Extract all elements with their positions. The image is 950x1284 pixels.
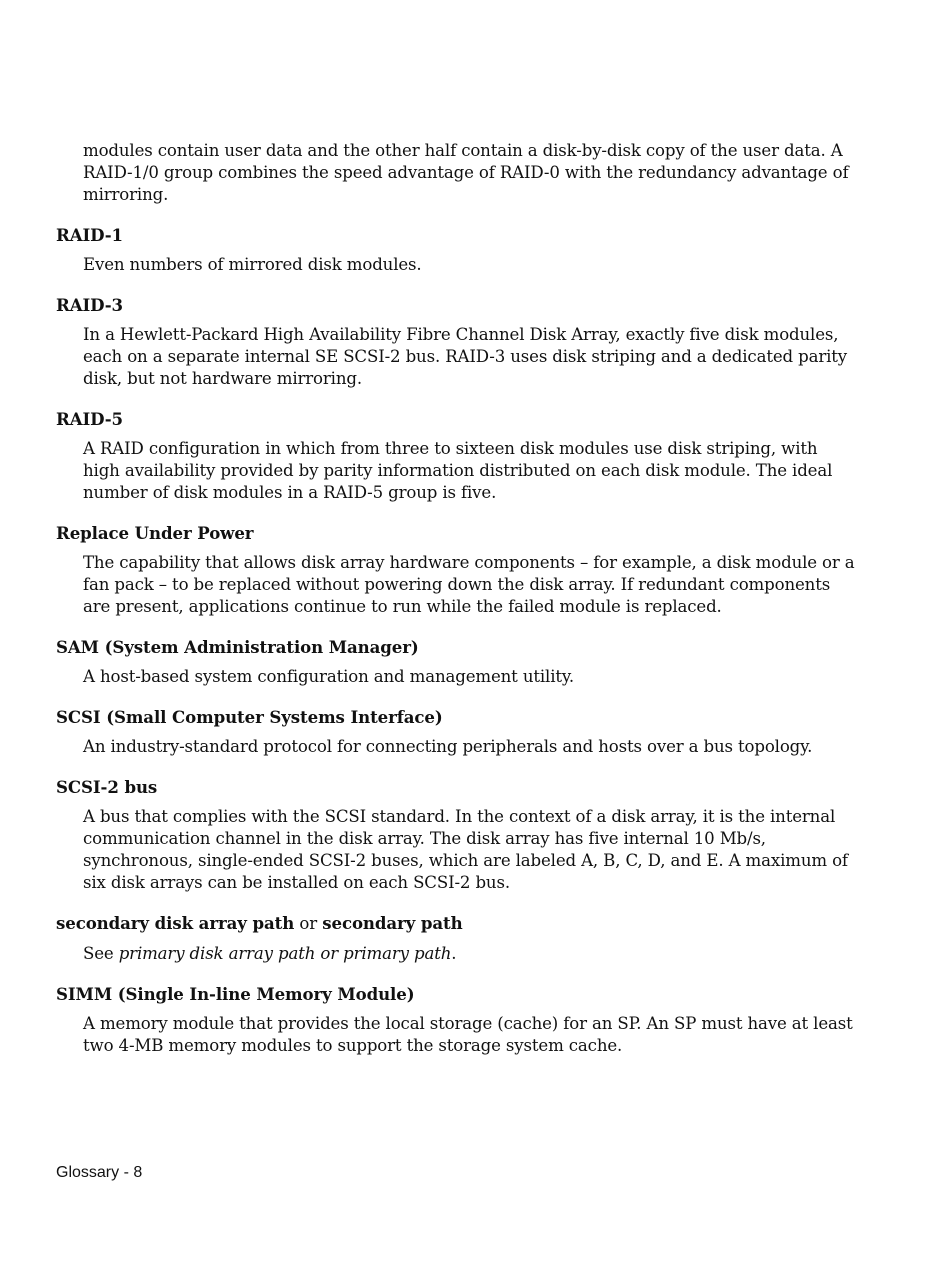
term-replace-under-power: Replace Under Power (56, 523, 254, 543)
definition-scsi-2-bus: A bus that complies with the SCSI standard. In the context of a disk array, it is the internal communication channel in the disk array. The disk array has five internal 10 Mb/s, synchronous, single-ended SCSI-2 buses, which are labeled A, B, C, D, and E. A maximum of six disk arrays can be installed on each SCSI-2 bus. (83, 807, 848, 892)
term-raid-1: RAID-1 (56, 225, 123, 245)
definition-secondary-path-prefix: See (83, 944, 119, 963)
definition-simm: A memory module that provides the local storage (cache) for an SP. An SP must have at least two 4-MB memory modules to support the storage system cache. (83, 1014, 853, 1055)
definition-replace-under-power: The capability that allows disk array hardware components – for example, a disk module or a fan pack – to be replaced without powering down the disk array. If redundant components are present, applications continue to run while the failed module is replaced. (83, 553, 855, 616)
definition-raid-1: Even numbers of mirrored disk modules. (83, 255, 422, 274)
intro-definition-continued: modules contain user data and the other half contain a disk-by-disk copy of the user data. A RAID-1/0 group combines the speed advantage of RAID-0 with the redundancy advantage of mirroring. (83, 141, 849, 204)
definition-sam: A host-based system configuration and management utility. (83, 667, 575, 686)
definition-secondary-path-reference: primary disk array path or primary path (118, 944, 452, 963)
definition-secondary-path (83, 943, 856, 965)
term-scsi: SCSI (Small Computer Systems Interface) (56, 707, 443, 727)
term-sam: SAM (System Administration Manager) (56, 637, 419, 657)
term-secondary-path-joiner: or (294, 914, 323, 933)
definition-raid-5: A RAID configuration in which from three to sixteen disk modules use disk striping, with high availability provided by parity information distributed on each disk module. The ideal number of disk modules in a RAID-5 group is five. (83, 439, 833, 502)
term-raid-5: RAID-5 (56, 409, 123, 429)
definition-scsi: An industry-standard protocol for connecting peripherals and hosts over a bus topology. (83, 737, 813, 756)
term-simm: SIMM (Single In-line Memory Module) (56, 984, 415, 1004)
term-secondary-path (56, 912, 856, 935)
definition-secondary-path-suffix: . (451, 944, 457, 963)
term-scsi-2-bus: SCSI-2 bus (56, 777, 158, 797)
term-secondary-path-part2: secondary path (322, 913, 463, 933)
glossary-content (56, 140, 856, 1057)
term-secondary-path-part1: secondary disk array path (56, 913, 295, 933)
term-raid-3: RAID-3 (56, 295, 123, 315)
page-footer-label: Glossary - 8 (56, 1164, 143, 1181)
definition-raid-3: In a Hewlett-Packard High Availability Fibre Channel Disk Array, exactly five disk modules, each on a separate internal SE SCSI-2 bus. RAID-3 uses disk striping and a dedicated parity disk, but not hardware mirroring. (83, 325, 848, 388)
